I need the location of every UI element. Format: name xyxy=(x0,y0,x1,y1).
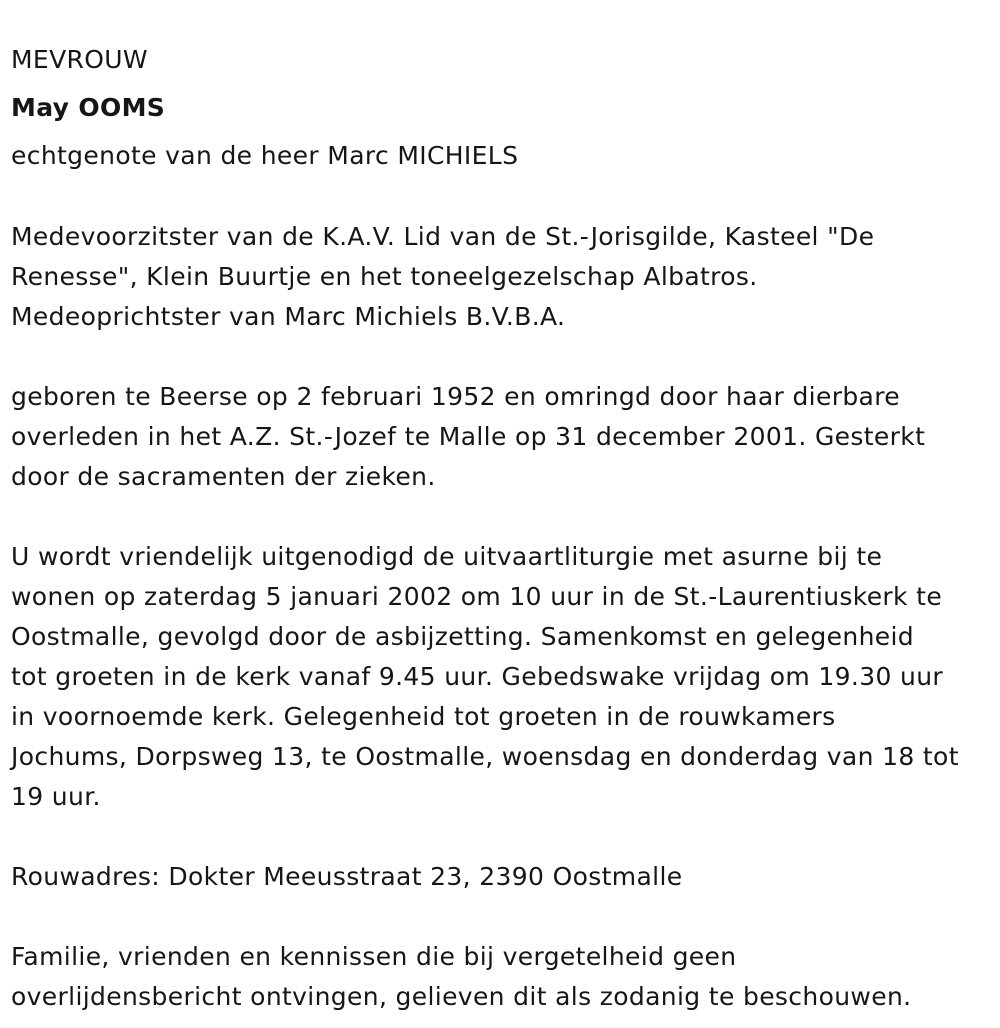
invitation-line: U wordt vriendelijk uitgenodigd de uitvaartliturgie met asurne bij te xyxy=(11,542,883,571)
roles-line: Medevoorzitster van de K.A.V. Lid van de St.-Jorisgilde, Kasteel "De xyxy=(11,222,875,251)
spacer xyxy=(11,817,996,857)
closing-paragraph xyxy=(11,937,996,1017)
life-line: door de sacramenten der zieken. xyxy=(11,462,436,491)
spacer xyxy=(11,180,996,217)
roles-line: Medeoprichtster van Marc Michiels B.V.B.A. xyxy=(11,302,566,331)
closing-line: Familie, vrienden en kennissen die bij vergetelheid geen xyxy=(11,942,737,971)
invitation-paragraph xyxy=(11,537,996,817)
spacer xyxy=(11,897,996,937)
spacer xyxy=(11,337,996,377)
closing-line: overlijdensbericht ontvingen, gelieven dit als zodanig te beschouwen. xyxy=(11,982,912,1011)
invitation-line: 19 uur. xyxy=(11,782,101,811)
life-line: geboren te Beerse op 2 februari 1952 en omringd door haar dierbare xyxy=(11,382,901,411)
honorific-title: MEVROUW xyxy=(11,45,148,74)
deceased-name: May OOMS xyxy=(11,93,166,122)
invitation-line: wonen op zaterdag 5 januari 2002 om 10 uur in de St.-Laurentiuskerk te xyxy=(11,582,943,611)
invitation-line: tot groeten in de kerk vanaf 9.45 uur. Gebedswake vrijdag om 19.30 uur xyxy=(11,662,944,691)
invitation-line: Jochums, Dorpsweg 13, te Oostmalle, woensdag en donderdag van 18 tot xyxy=(11,742,959,771)
life-paragraph xyxy=(11,377,996,497)
death-notice xyxy=(11,36,996,1017)
roles-paragraph xyxy=(11,217,996,337)
roles-line: Renesse", Klein Buurtje en het toneelgezelschap Albatros. xyxy=(11,262,758,291)
invitation-line: in voornoemde kerk. Gelegenheid tot groeten in de rouwkamers xyxy=(11,702,836,731)
invitation-line: Oostmalle, gevolgd door de asbijzetting. Samenkomst en gelegenheid xyxy=(11,622,915,651)
life-line: overleden in het A.Z. St.-Jozef te Malle op 31 december 2001. Gesterkt xyxy=(11,422,926,451)
spouse-line: echtgenote van de heer Marc MICHIELS xyxy=(11,141,519,170)
spacer xyxy=(11,497,996,537)
mourning-address: Rouwadres: Dokter Meeusstraat 23, 2390 Oostmalle xyxy=(11,862,683,891)
